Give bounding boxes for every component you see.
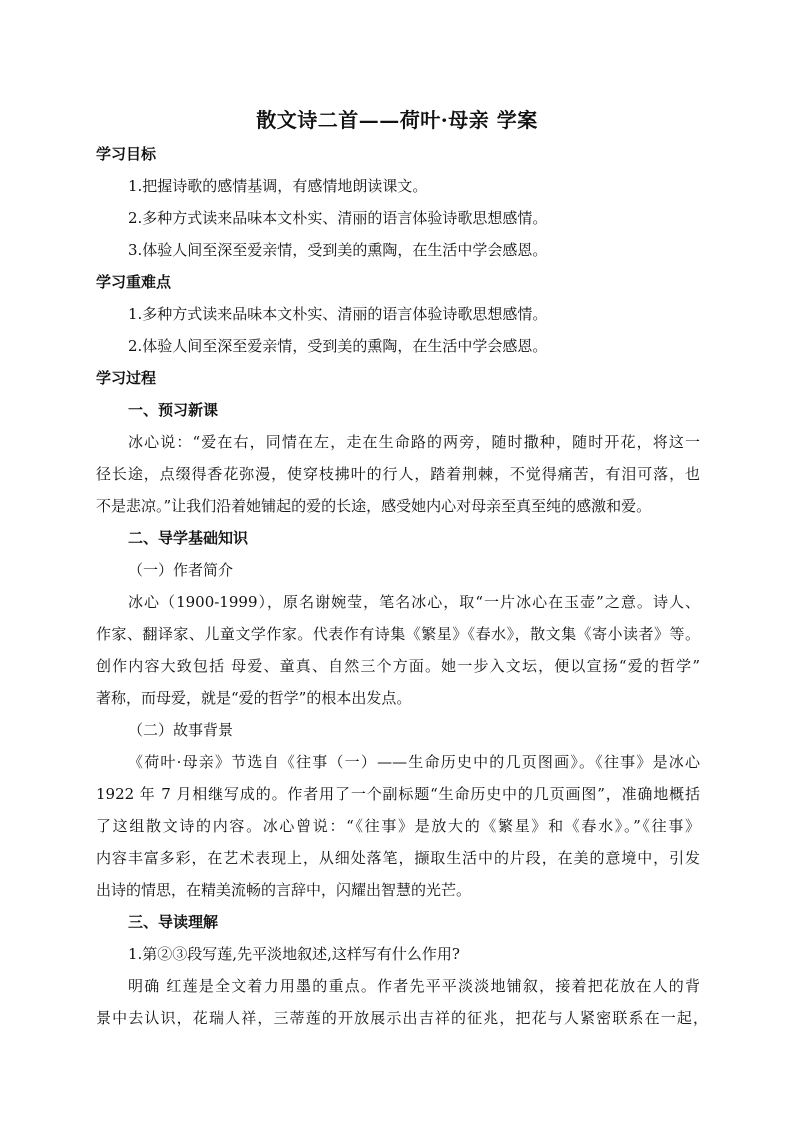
section-heading-keypoints: 学习重难点 <box>96 273 172 291</box>
author-heading: （一）作者简介 <box>128 561 234 579</box>
paragraph-line: 《荷叶·母亲》节选自《往事（一）——生命历史中的几页图画》。《往事》是冰心 <box>128 753 700 771</box>
paragraph-line: 出诗的情思，在精美流畅的言辞中，闪耀出智慧的光芒。 <box>96 881 472 899</box>
paragraph-line: 径长途，点缀得香花弥漫，使穿枝拂叶的行人，踏着荆棘，不觉得痛苦，有泪可落，也 <box>96 465 700 483</box>
paragraph-line: 冰心（1900-1999），原名谢婉莹，笔名冰心，取“一片冰心在玉壶”之意。诗人、 <box>128 593 700 611</box>
keypoint-item: 1.多种方式读来品味本文朴实、清丽的语言体验诗歌思想感情。 <box>128 305 548 323</box>
paragraph-line: 了这组散文诗的内容。冰心曾说：“《往事》是放大的《繁星》和《春水》。”《往事》 <box>96 817 700 835</box>
subsection-heading-basics: 二、导学基础知识 <box>128 529 249 547</box>
goal-item: 2.多种方式读来品味本文朴实、清丽的语言体验诗歌思想感情。 <box>128 209 548 227</box>
question-line: 1.第②③段写莲,先平淡地叙述,这样写有什么作用? <box>128 945 460 963</box>
keypoint-item: 2.体验人间至深至爱亲情，受到美的熏陶，在生活中学会感恩。 <box>128 337 548 355</box>
subsection-heading-preview: 一、预习新课 <box>128 401 219 419</box>
goal-item: 3.体验人间至深至爱亲情，受到美的熏陶，在生活中学会感恩。 <box>128 241 548 259</box>
goal-item: 1.把握诗歌的感情基调，有感情地朗读课文。 <box>128 177 428 195</box>
paragraph-line: 不是悲凉。”让我们沿着她铺起的爱的长途，感受她内心对母亲至真至纯的感激和爱。 <box>96 497 652 515</box>
section-heading-process: 学习过程 <box>96 369 157 387</box>
paragraph-line: 作家、翻译家、儿童文学作家。代表作有诗集《繁星》《春水》，散文集《寄小读者》等。 <box>96 625 700 643</box>
paragraph-line: 冰心说：“爱在右，同情在左，走在生命路的两旁，随时撒种，随时开花，将这一 <box>128 433 700 451</box>
section-heading-goals: 学习目标 <box>96 145 157 163</box>
paragraph-line: 著称，而母爱，就是“爱的哲学”的根本出发点。 <box>96 689 412 707</box>
paragraph-line: 内容丰富多彩，在艺术表现上，从细处落笔，撷取生活中的片段，在美的意境中，引发 <box>96 849 700 867</box>
paragraph-line: 创作内容大致包括 母爱、童真、自然三个方面。她一步入文坛，便以宣扬“爱的哲学” <box>96 657 700 675</box>
answer-line: 景中去认识，花瑞人祥，三蒂莲的开放展示出吉祥的征兆，把花与人紧密联系在一起， <box>96 1009 708 1027</box>
paragraph-line: 1922 年 7 月相继写成的。作者用了一个副标题“生命历史中的几页画图”，准确地概括 <box>96 785 700 803</box>
document-title: 散文诗二首——荷叶·母亲 学案 <box>256 108 538 132</box>
background-heading: （二）故事背景 <box>128 721 234 739</box>
answer-line: 明确 红莲是全文着力用墨的重点。作者先平平淡淡地铺叙，接着把花放在人的背 <box>128 977 700 995</box>
subsection-heading-reading: 三、导读理解 <box>128 913 219 931</box>
